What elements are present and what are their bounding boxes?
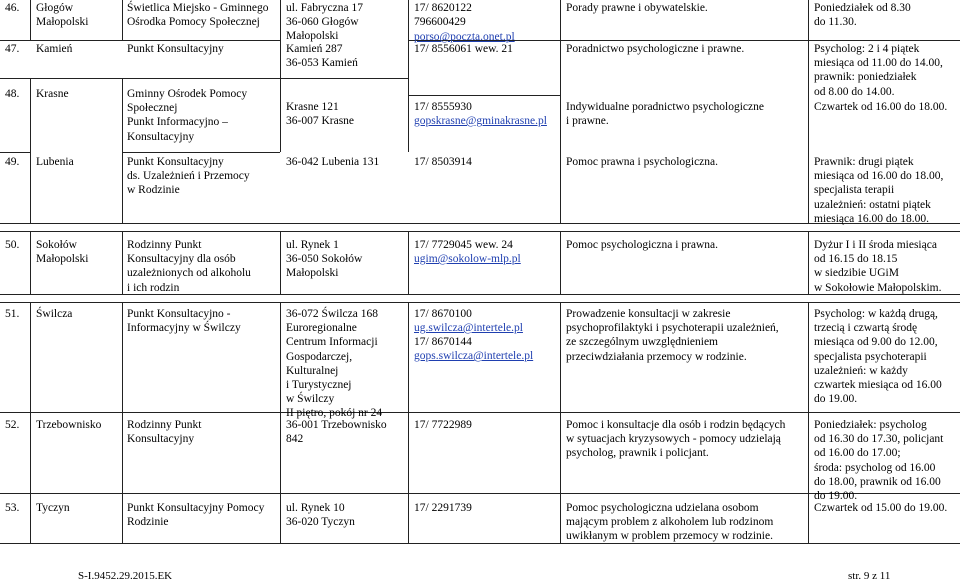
- email-link[interactable]: gopskrasne@gminakrasne.pl: [414, 115, 547, 127]
- institution-cell: Punkt Konsultacyjny Pomocy Rodzinie: [127, 502, 265, 529]
- phone-cell: 17/ 7729045 wew. 24: [414, 239, 513, 251]
- gmina-cell: Kamień: [36, 43, 73, 55]
- phone-cell: 17/ 8503914: [414, 156, 472, 168]
- email-link[interactable]: ug.swilcza@intertele.pl: [414, 322, 523, 334]
- hours-cell: Psycholog: w każdą drugą, trzecią i czwartą środę miesiąca od 9.00 do 12.00, specjalista psychoterapii uzależnień: w każdy czwartek miesiąca od 16.00 do 19.00.: [814, 308, 942, 406]
- gmina-cell: Tyczyn: [36, 502, 70, 514]
- phone-cell: 17/ 8620122 796600429: [414, 2, 472, 29]
- institution-cell: Punkt Konsultacyjny: [127, 43, 224, 55]
- hours-cell: Psycholog: 2 i 4 piątek miesiąca od 11.00 do 14.00, prawnik: poniedziałek od 8.00 do 14.00.: [814, 43, 943, 98]
- gmina-cell: Sokołów Małopolski: [36, 239, 89, 266]
- email-link[interactable]: ugim@sokolow-mlp.pl: [414, 253, 521, 265]
- phone-cell-secondary: 17/ 8670144: [414, 336, 472, 348]
- address-cell: ul. Rynek 1 36-050 Sokołów Małopolski: [286, 239, 363, 280]
- services-cell: Pomoc psychologiczna i prawna.: [566, 239, 719, 251]
- phone-cell: 17/ 8555930: [414, 101, 472, 113]
- gmina-cell: Świlcza: [36, 308, 73, 320]
- services-cell: Prowadzenie konsultacji w zakresie psychoprofilaktyki i psychoterapii uzależnień, ze szczególnym uwzględnieniem przeciwdziałania przemocy w rodzinie.: [566, 308, 779, 363]
- address-cell: 36-001 Trzebownisko 842: [286, 419, 387, 446]
- hours-cell: Poniedziałek: psycholog od 16.30 do 17.30, policjant od 16.00 do 17.00; środa: psycholog od 16.00 do 18.00, prawnik od 16.00 do 19.00.: [814, 419, 944, 503]
- phone-cell: 17/ 8670100: [414, 308, 472, 320]
- services-cell: Pomoc i konsultacje dla osób i rodzin będących w sytuacjach kryzysowych - pomocy udzielają psycholog, prawnik i policjant.: [566, 419, 786, 460]
- row-number: 48.: [5, 88, 20, 100]
- address-cell: 36-042 Lubenia 131: [286, 156, 380, 168]
- row-number: 46.: [5, 2, 20, 14]
- email-link-secondary[interactable]: gops.swilcza@intertele.pl: [414, 350, 534, 362]
- institution-cell: Rodzinny Punkt Konsultacyjny dla osób uzależnionych od alkoholu i ich rodzin: [127, 239, 251, 294]
- hours-cell: Czwartek od 15.00 do 19.00.: [814, 502, 948, 514]
- services-cell: Pomoc psychologiczna udzielana osobom mającym problem z alkoholem lub rodzinom uwikłanym w problem przemocy w rodzinie.: [566, 502, 774, 543]
- row-number: 53.: [5, 502, 20, 514]
- hours-cell: Prawnik: drugi piątek miesiąca od 16.00 do 18.00, specjalista terapii uzależnień: ostatni piątek miesiąca 16.00 do 18.00.: [814, 156, 944, 225]
- row-number: 49.: [5, 156, 20, 168]
- row-number: 52.: [5, 419, 20, 431]
- services-cell: Pomoc prawna i psychologiczna.: [566, 156, 719, 168]
- phone-cell: 17/ 7722989: [414, 419, 472, 431]
- services-cell: Poradnictwo psychologiczne i prawne.: [566, 43, 745, 55]
- document-reference: S-I.9452.29.2015.EK: [78, 570, 173, 582]
- gmina-cell: Głogów Małopolski: [36, 2, 89, 29]
- gmina-cell: Krasne: [36, 88, 69, 100]
- address-cell: Kamień 287 36-053 Kamień: [286, 43, 358, 70]
- address-cell: ul. Fabryczna 17 36-060 Głogów Małopolski: [286, 2, 363, 43]
- row-number: 50.: [5, 239, 20, 251]
- institution-cell: Świetlica Miejsko - Gminnego Ośrodka Pomocy Społecznej: [127, 2, 269, 29]
- address-cell: 36-072 Świlcza 168 Euroregionalne Centrum Informacji Gospodarczej, Kulturalnej i Turystycznej w Świlczy II piętro, pokój nr 24: [286, 308, 383, 420]
- phone-cell: 17/ 8556061 wew. 21: [414, 43, 513, 55]
- gmina-cell: Trzebownisko: [36, 419, 102, 431]
- email-link[interactable]: porso@poczta.onet.pl: [414, 31, 515, 43]
- page-number: str. 9 z 11: [848, 570, 891, 582]
- gmina-cell: Lubenia: [36, 156, 74, 168]
- institution-cell: Rodzinny Punkt Konsultacyjny: [127, 419, 202, 446]
- hours-cell: Czwartek od 16.00 do 18.00.: [814, 101, 948, 113]
- phone-cell: 17/ 2291739: [414, 502, 472, 514]
- services-cell: Porady prawne i obywatelskie.: [566, 2, 708, 14]
- hours-cell: Dyżur I i II środa miesiąca od 16.15 do 18.15 w siedzibie UGiM w Sokołowie Małopolskim.: [814, 239, 942, 294]
- institution-cell: Punkt Konsultacyjno - Informacyjny w Świlczy: [127, 308, 241, 335]
- row-number: 51.: [5, 308, 20, 320]
- hours-cell: Poniedziałek od 8.30 do 11.30.: [814, 2, 911, 29]
- services-cell: Indywidualne poradnictwo psychologiczne i prawne.: [566, 101, 764, 128]
- institution-cell: Punkt Konsultacyjny ds. Uzależnień i Przemocy w Rodzinie: [127, 156, 250, 197]
- row-number: 47.: [5, 43, 20, 55]
- institution-cell: Gminny Ośrodek Pomocy Społecznej Punkt Informacyjno – Konsultacyjny: [127, 88, 248, 143]
- address-cell: ul. Rynek 10 36-020 Tyczyn: [286, 502, 355, 529]
- address-cell: Krasne 121 36-007 Krasne: [286, 101, 355, 128]
